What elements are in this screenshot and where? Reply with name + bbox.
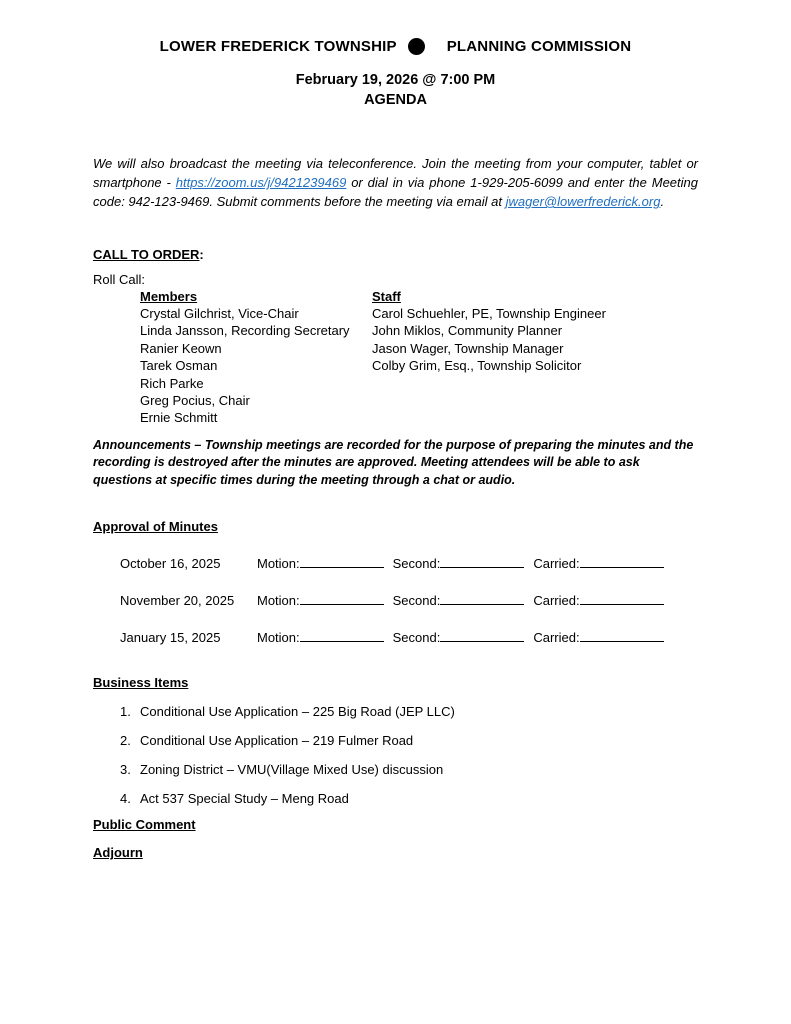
staff-item: Colby Grim, Esq., Township Solicitor xyxy=(372,358,582,374)
member-item: Greg Pocius, Chair xyxy=(140,393,250,409)
motion-blank xyxy=(300,593,384,605)
title-township: LOWER FREDERICK TOWNSHIP xyxy=(159,38,397,55)
members-list xyxy=(140,305,372,427)
public-comment-heading: Public Comment xyxy=(93,817,196,833)
minutes-row xyxy=(93,556,698,571)
staff-header: Staff xyxy=(372,289,401,304)
carried-field: Carried: xyxy=(533,593,663,608)
staff-item: Jason Wager, Township Manager xyxy=(372,340,564,356)
business-item: Conditional Use Application – 225 Big Road (JEP LLC) xyxy=(140,704,455,720)
minutes-row xyxy=(93,593,698,608)
document-header xyxy=(93,38,698,108)
member-item: Rich Parke xyxy=(140,375,204,391)
member-item: Ranier Keown xyxy=(140,340,222,356)
carried-field: Carried: xyxy=(533,630,663,645)
member-item: Ernie Schmitt xyxy=(140,410,218,426)
email-link[interactable]: jwager@lowerfrederick.org xyxy=(505,194,661,209)
adjourn-heading: Adjourn xyxy=(93,845,143,861)
second-blank xyxy=(440,630,524,642)
business-item: Zoning District – VMU(Village Mixed Use) discussion xyxy=(140,762,444,778)
minutes-date: November 20, 2025 xyxy=(120,593,235,609)
call-to-order-colon: : xyxy=(199,247,204,262)
teleconference-paragraph xyxy=(93,154,698,211)
business-items-section xyxy=(93,675,698,806)
business-item: Act 537 Special Study – Meng Road xyxy=(140,791,349,807)
approval-of-minutes-section xyxy=(93,519,698,645)
title-line xyxy=(93,38,698,55)
second-blank xyxy=(440,556,524,568)
announcements-paragraph: Announcements – Township meetings are recorded for the purpose of preparing the minutes and the recording is destroyed after the minutes are approved. Meeting attendees will be able to ask questions at specific times during the meeting through a chat or audio. xyxy=(93,437,694,487)
zoom-meeting-link[interactable]: https://zoom.us/j/9421239469 xyxy=(175,175,347,190)
member-item: Linda Jansson, Recording Secretary xyxy=(140,323,350,339)
motion-field: Motion: xyxy=(257,556,384,571)
roll-call-label: Roll Call: xyxy=(93,272,146,287)
staff-item: Carol Schuehler, PE, Township Engineer xyxy=(372,306,606,321)
carried-blank xyxy=(580,556,664,568)
minutes-date: October 16, 2025 xyxy=(120,556,221,572)
call-to-order-text: CALL TO ORDER xyxy=(93,247,200,262)
motion-blank xyxy=(300,630,384,642)
minutes-row xyxy=(93,630,698,645)
second-blank xyxy=(440,593,524,605)
members-header: Members xyxy=(140,289,198,304)
business-items-list xyxy=(93,704,698,806)
members-column xyxy=(140,289,372,427)
member-item: Crystal Gilchrist, Vice-Chair xyxy=(140,306,299,321)
business-item: Conditional Use Application – 219 Fulmer Road xyxy=(140,733,414,749)
staff-list xyxy=(372,305,672,375)
approval-of-minutes-heading: Approval of Minutes xyxy=(93,519,218,535)
meeting-datetime: February 19, 2026 @ 7:00 PM xyxy=(295,72,496,88)
second-field: Second: xyxy=(393,556,525,571)
second-field: Second: xyxy=(393,630,525,645)
roll-call-columns xyxy=(93,289,698,427)
bullet-dot-icon xyxy=(408,38,425,55)
title-commission: PLANNING COMMISSION xyxy=(446,38,632,55)
motion-field: Motion: xyxy=(257,630,384,645)
second-field: Second: xyxy=(393,593,525,608)
motion-field: Motion: xyxy=(257,593,384,608)
call-to-order-heading xyxy=(93,247,698,262)
staff-item: John Miklos, Community Planner xyxy=(372,323,563,339)
member-item: Tarek Osman xyxy=(140,358,218,374)
agenda-label: AGENDA xyxy=(364,92,427,108)
minutes-date: January 15, 2025 xyxy=(120,630,221,646)
carried-blank xyxy=(580,593,664,605)
carried-field: Carried: xyxy=(533,556,663,571)
motion-blank xyxy=(300,556,384,568)
staff-column xyxy=(372,289,672,427)
intro-text-end: . xyxy=(660,194,665,209)
intro-text-1: We will also broadcast the meeting via teleconference. Join the meeting from your computer, tablet or smartphone - xyxy=(93,156,698,190)
carried-blank xyxy=(580,630,664,642)
intro-text-2: or dial in via phone 1-929-205-6099 and enter the Meeting code: 942-123-9469. Submit comments before the meeting via email at xyxy=(93,175,698,209)
business-items-heading: Business Items xyxy=(93,675,189,691)
